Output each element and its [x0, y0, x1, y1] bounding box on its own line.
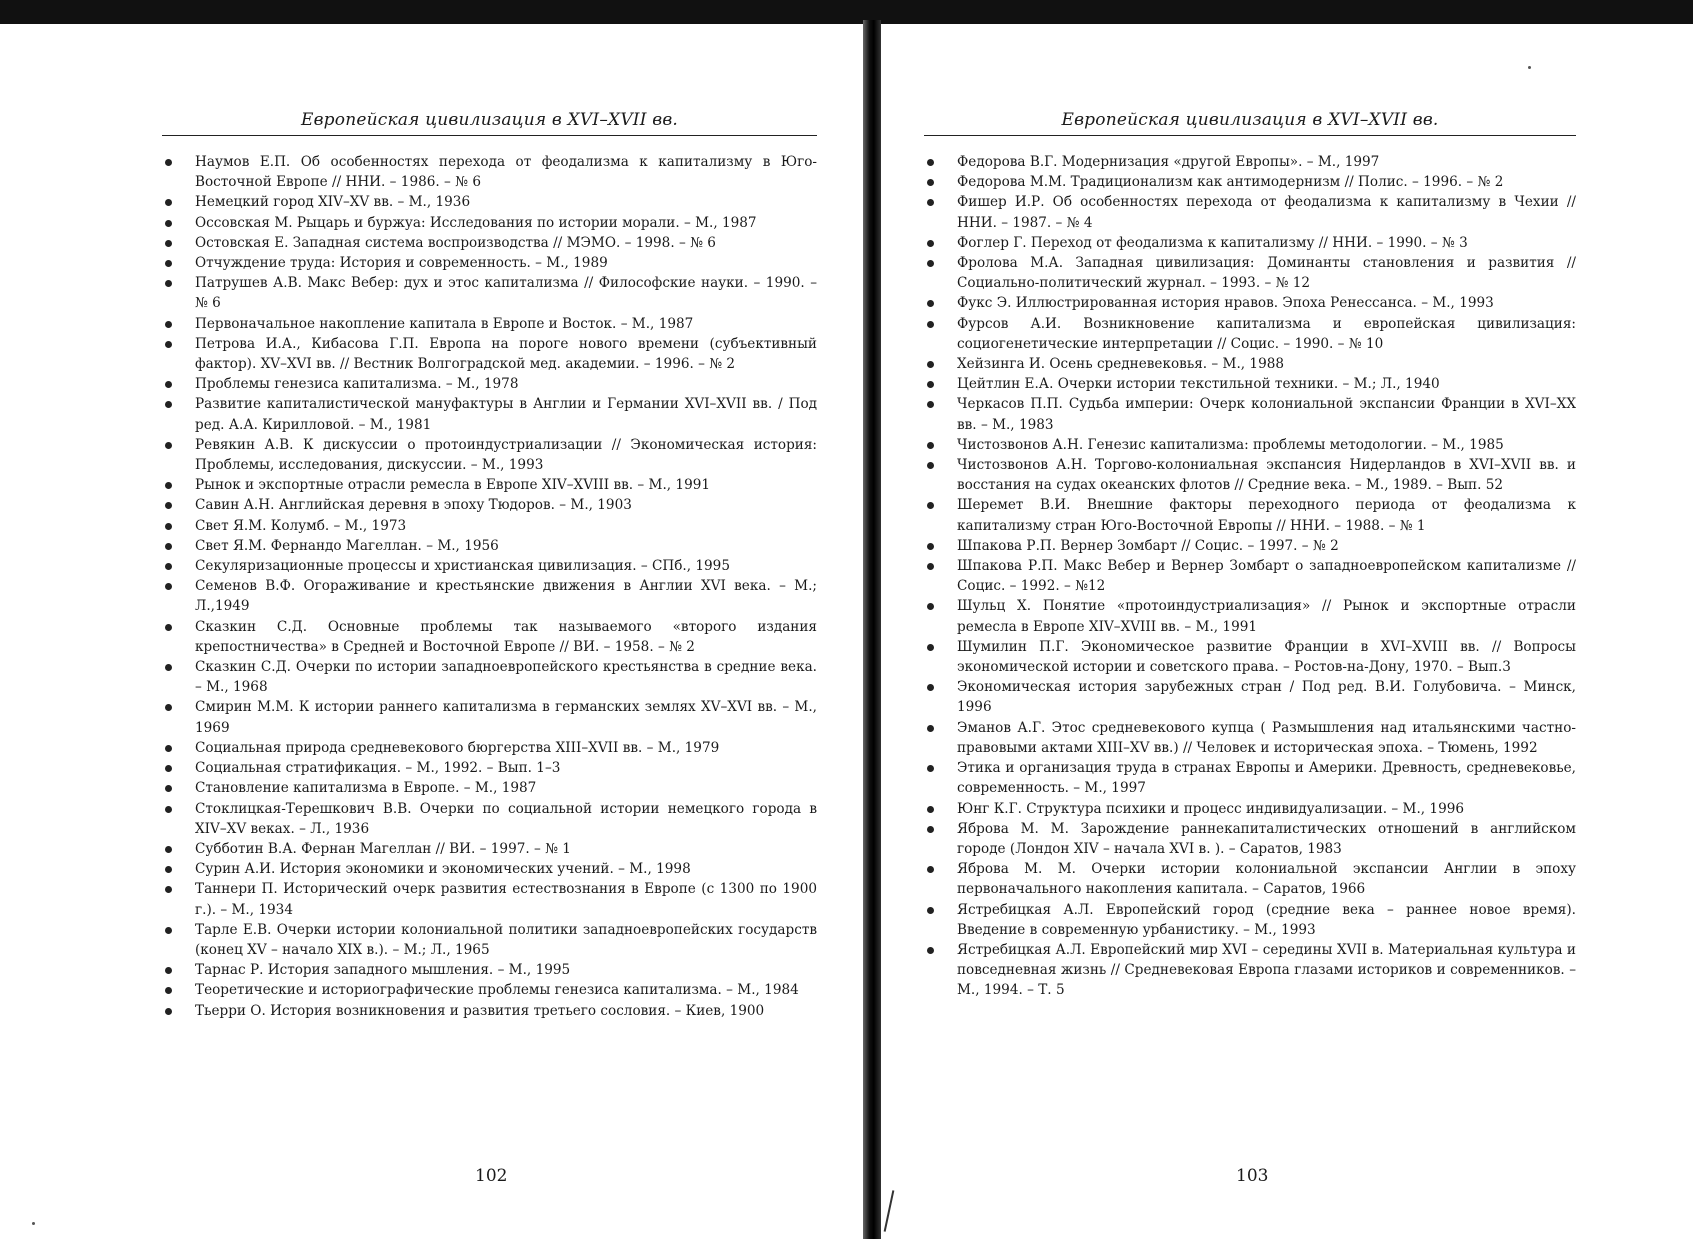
bibliography-entry: Чистозвонов А.Н. Генезис капитализма: проблемы методологии. – М., 1985: [924, 435, 1576, 455]
bibliography-entry: Семенов В.Ф. Огораживание и крестьянские движения в Англии XVI века. – М.; Л.,1949: [162, 576, 817, 616]
bibliography-entry: Этика и организация труда в странах Европы и Америки. Древность, средневековье, современность. – М., 1997: [924, 758, 1576, 798]
bibliography-entry: Секуляризационные процессы и христианская цивилизация. – СПб., 1995: [162, 556, 817, 576]
bibliography-entry: Яброва М. М. Зарождение раннекапиталистических отношений в английском городе (Лондон XIV – начала XVI в. ). – Саратов, 1983: [924, 819, 1576, 859]
page-number: 102: [475, 1166, 508, 1186]
book-spine: [863, 20, 881, 1239]
bibliography-entry: Цейтлин Е.А. Очерки истории текстильной техники. – М.; Л., 1940: [924, 374, 1576, 394]
bibliography-entry: Шульц Х. Понятие «протоиндустриализация» // Рынок и экспортные отрасли ремесла в Европе XIV–XVIII вв. – М., 1991: [924, 596, 1576, 636]
bibliography-entry: Ревякин А.В. К дискуссии о протоиндустриализации // Экономическая история: Проблемы, исследования, дискуссии. – М., 1993: [162, 435, 817, 475]
bibliography-entry: Тарле Е.В. Очерки истории колониальной политики западноевропейских государств (конец XV – начало XIX в.). – М.; Л., 1965: [162, 920, 817, 960]
right-page: [924, 110, 1576, 1001]
bibliography-entry: Оссовская М. Рыцарь и буржуа: Исследования по истории морали. – М., 1987: [162, 213, 817, 233]
bibliography-entry: Проблемы генезиса капитализма. – М., 1978: [162, 374, 817, 394]
bibliography-entry: Свет Я.М. Фернандо Магеллан. – М., 1956: [162, 536, 817, 556]
bibliography-entry: Ястребицкая А.Л. Европейский город (средние века – раннее новое время). Введение в современную урбанистику. – М., 1993: [924, 900, 1576, 940]
bibliography-entry: Эманов А.Г. Этос средневекового купца ( Размышления над итальянскими частно-правовыми актами XIII–XV вв.) // Человек и историческая эпоха. – Тюмень, 1992: [924, 718, 1576, 758]
running-header: Европейская цивилизация в XVI–XVII вв.: [162, 110, 817, 136]
bibliography-entry: Петрова И.А., Кибасова Г.П. Европа на пороге нового времени (субъективный фактор). XV–XVI вв. // Вестник Волгоградской мед. академии. – 1996. – № 2: [162, 334, 817, 374]
bibliography-entry: Фукс Э. Иллюстрированная история нравов. Эпоха Ренессанса. – М., 1993: [924, 293, 1576, 313]
bibliography-entry: Шеремет В.И. Внешние факторы переходного периода от феодализма к капитализму стран Юго-Восточной Европы // ННИ. – 1988. – № 1: [924, 495, 1576, 535]
scan-speck: [1528, 66, 1531, 69]
bibliography-entry: Тарнас Р. История западного мышления. – М., 1995: [162, 960, 817, 980]
bibliography-list: [162, 152, 817, 1021]
scan-speck: [32, 1222, 35, 1225]
bibliography-entry: Рынок и экспортные отрасли ремесла в Европе XIV–XVIII вв. – М., 1991: [162, 475, 817, 495]
bibliography-entry: Развитие капиталистической мануфактуры в Англии и Германии XVI–XVII вв. / Под ред. А.А. Кирилловой. – М., 1981: [162, 394, 817, 434]
scan-top-edge: [0, 0, 1693, 24]
bibliography-entry: Таннери П. Исторический очерк развития естествознания в Европе (с 1300 по 1900 г.). – М., 1934: [162, 879, 817, 919]
bibliography-entry: Смирин М.М. К истории раннего капитализма в германских землях XV–XVI вв. – М., 1969: [162, 697, 817, 737]
page-number: 103: [1236, 1166, 1269, 1186]
running-header: Европейская цивилизация в XVI–XVII вв.: [924, 110, 1576, 136]
bibliography-entry: Шумилин П.Г. Экономическое развитие Франции в XVI–XVIII вв. // Вопросы экономической истории и советского права. – Ростов-на-Дону, 1970. – Вып.3: [924, 637, 1576, 677]
bibliography-entry: Сказкин С.Д. Очерки по истории западноевропейского крестьянства в средние века. – М., 1968: [162, 657, 817, 697]
bibliography-list: [924, 152, 1576, 1001]
bibliography-entry: Социальная природа средневекового бюргерства XIII–XVII вв. – М., 1979: [162, 738, 817, 758]
bibliography-entry: Ястребицкая А.Л. Европейский мир XVI – середины XVII в. Материальная культура и повседневная жизнь // Средневековая Европа глазами историков и современников. – М., 1994. – Т. 5: [924, 940, 1576, 1001]
bibliography-entry: Остовская Е. Западная система воспроизводства // МЭМО. – 1998. – № 6: [162, 233, 817, 253]
bibliography-entry: Становление капитализма в Европе. – М., 1987: [162, 778, 817, 798]
bibliography-entry: Фишер И.Р. Об особенностях перехода от феодализма к капитализму в Чехии // ННИ. – 1987. – № 4: [924, 192, 1576, 232]
bibliography-entry: Яброва М. М. Очерки истории колониальной экспансии Англии в эпоху первоначального накопления капитала. – Саратов, 1966: [924, 859, 1576, 899]
bibliography-entry: Сурин А.И. История экономики и экономических учений. – М., 1998: [162, 859, 817, 879]
bibliography-entry: Фурсов А.И. Возникновение капитализма и европейская цивилизация: социогенетические интерпретации // Социс. – 1990. – № 10: [924, 314, 1576, 354]
bibliography-entry: Савин А.Н. Английская деревня в эпоху Тюдоров. – М., 1903: [162, 495, 817, 515]
bibliography-entry: Федорова М.М. Традиционализм как антимодернизм // Полис. – 1996. – № 2: [924, 172, 1576, 192]
bibliography-entry: Шпакова Р.П. Макс Вебер и Вернер Зомбарт о западноевропейском капитализме // Социс. – 1992. – №12: [924, 556, 1576, 596]
bibliography-entry: Фролова М.А. Западная цивилизация: Доминанты становления и развития // Социально-политический журнал. – 1993. – № 12: [924, 253, 1576, 293]
bibliography-entry: Федорова В.Г. Модернизация «другой Европы». – М., 1997: [924, 152, 1576, 172]
bibliography-entry: Наумов Е.П. Об особенностях перехода от феодализма к капитализму в Юго-Восточной Европе // ННИ. – 1986. – № 6: [162, 152, 817, 192]
bibliography-entry: Сказкин С.Д. Основные проблемы так называемого «второго издания крепостничества» в Средней и Восточной Европе // ВИ. – 1958. – № 2: [162, 617, 817, 657]
left-page: [162, 110, 817, 1021]
bibliography-entry: Шпакова Р.П. Вернер Зомбарт // Социс. – 1997. – № 2: [924, 536, 1576, 556]
bibliography-entry: Юнг К.Г. Структура психики и процесс индивидуализации. – М., 1996: [924, 799, 1576, 819]
bibliography-entry: Свет Я.М. Колумб. – М., 1973: [162, 516, 817, 536]
bibliography-entry: Чистозвонов А.Н. Торгово-колониальная экспансия Нидерландов в XVI–XVII вв. и восстания на судах океанских флотов // Средние века. – М., 1989. – Вып. 52: [924, 455, 1576, 495]
bibliography-entry: Хейзинга И. Осень средневековья. – М., 1988: [924, 354, 1576, 374]
bibliography-entry: Черкасов П.П. Судьба империи: Очерк колониальной экспансии Франции в XVI–XX вв. – М., 1983: [924, 394, 1576, 434]
bibliography-entry: Стоклицкая-Терешкович В.В. Очерки по социальной истории немецкого города в XIV–XV веках. – Л., 1936: [162, 799, 817, 839]
bibliography-entry: Субботин В.А. Фернан Магеллан // ВИ. – 1997. – № 1: [162, 839, 817, 859]
bibliography-entry: Фоглер Г. Переход от феодализма к капитализму // ННИ. – 1990. – № 3: [924, 233, 1576, 253]
bibliography-entry: Социальная стратификация. – М., 1992. – Вып. 1–3: [162, 758, 817, 778]
bibliography-entry: Тьерри О. История возникновения и развития третьего сословия. – Киев, 1900: [162, 1001, 817, 1021]
bibliography-entry: Первоначальное накопление капитала в Европе и Восток. – М., 1987: [162, 314, 817, 334]
bibliography-entry: Теоретические и историографические проблемы генезиса капитализма. – М., 1984: [162, 980, 817, 1000]
bibliography-entry: Немецкий город XIV–XV вв. – М., 1936: [162, 192, 817, 212]
pencil-mark: [884, 1190, 895, 1231]
bibliography-entry: Отчуждение труда: История и современность. – М., 1989: [162, 253, 817, 273]
bibliography-entry: Экономическая история зарубежных стран / Под ред. В.И. Голубовича. – Минск, 1996: [924, 677, 1576, 717]
bibliography-entry: Патрушев А.В. Макс Вебер: дух и этос капитализма // Философские науки. – 1990. – № 6: [162, 273, 817, 313]
